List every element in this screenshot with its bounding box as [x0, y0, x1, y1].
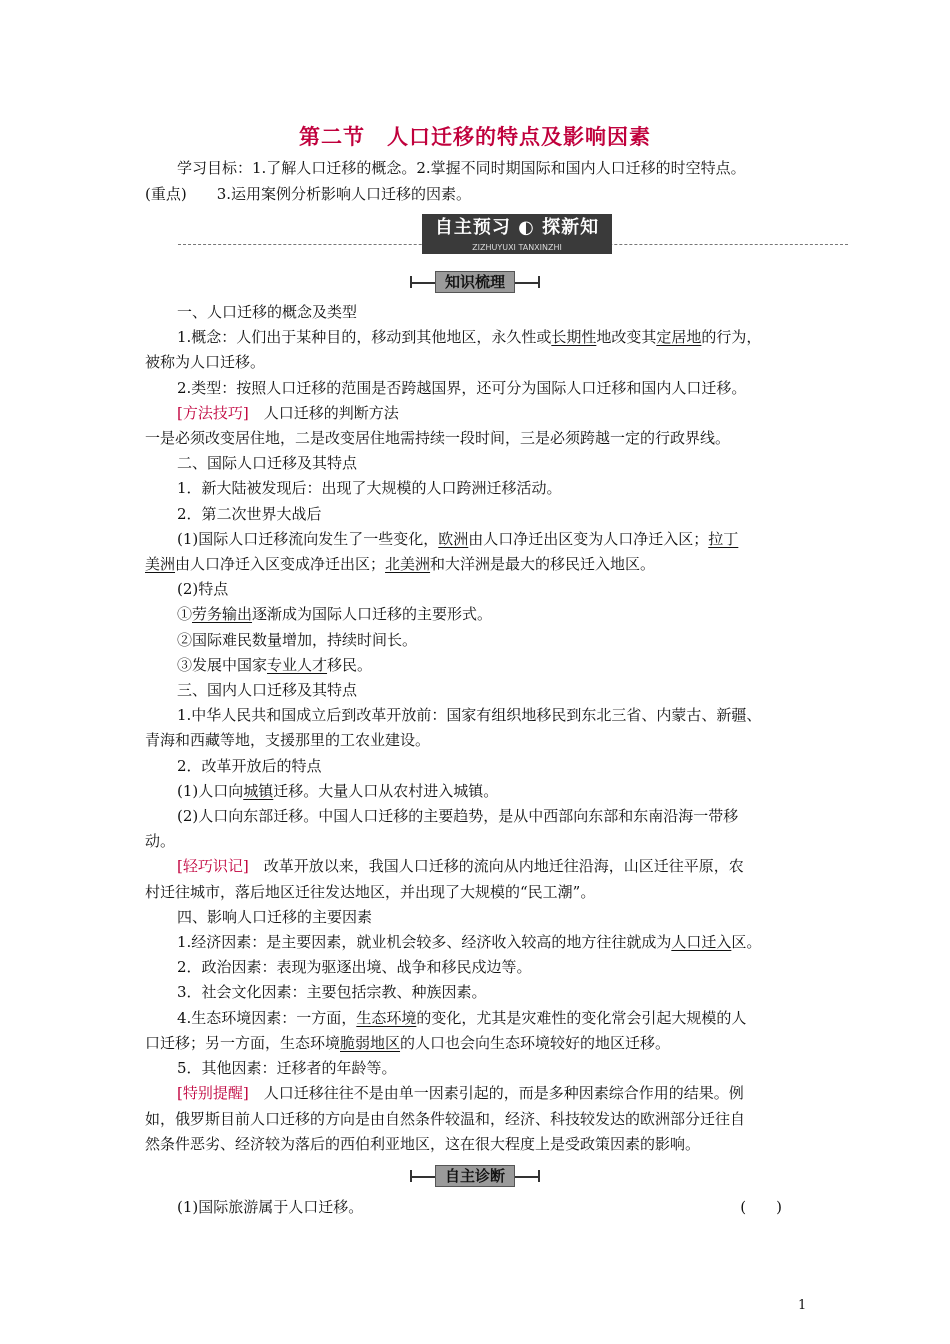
answer-blank[interactable]: ( )	[740, 1198, 782, 1216]
sec1-p1-cont: 被称为人口迁移。	[145, 353, 266, 372]
tip-label: [特别提醒]	[177, 1084, 249, 1103]
sec3-p4: (2)人口向东部迁移。中国人口迁移的主要趋势，是从中西部向东部和东南沿海一带移	[177, 807, 739, 826]
knowledge-tag-label: 知识梳理	[435, 271, 515, 293]
sec2-p1: 1．新大陆被发现后：出现了大规模的人口跨洲迁移活动。	[177, 479, 562, 498]
sec4-tip-cont-1: 如，俄罗斯目前人口迁移的方向是由自然条件较温和，经济、科技较发达的欧洲部分迁往自	[145, 1109, 746, 1128]
objective-line-2: (重点) 3.运用案例分析影响人口迁移的因素。	[145, 185, 472, 203]
sec4-tip-cont-2: 然条件恶劣、经济较为落后的西伯利亚地区，这在很大程度上是受政策因素的影响。	[145, 1134, 701, 1153]
sec3-tip-cont: 村迁往城市，落后地区迁往发达地区，并出现了大规模的“民工潮”。	[145, 882, 596, 901]
diagnosis-tag	[410, 1165, 540, 1187]
question-text: (1)国际旅游属于人口迁移。	[177, 1198, 364, 1216]
sec1-tip-body: 一是必须改变居住地，二是改变居住地需持续一段时间，三是必须跨越一定的行政界线。	[145, 429, 731, 448]
sec2-heading: 二、国际人口迁移及其特点	[177, 454, 358, 473]
banner-title: 自主预习 ◐ 探新知	[422, 214, 612, 242]
objective-line-1: 学习目标：1.了解人口迁移的概念。2.掌握不同时期国际和国内人口迁移的时空特点。	[177, 159, 746, 177]
section-banner	[178, 212, 848, 252]
sec2-p2: 2．第二次世界大战后	[177, 504, 322, 523]
sec4-heading: 四、影响人口迁移的主要因素	[177, 907, 373, 926]
sec2-p6: ②国际难民数量增加，持续时间长。	[177, 630, 418, 649]
sec4-p5: 5．其他因素：迁移者的年龄等。	[177, 1059, 397, 1078]
sec2-p5: ①劳务输出逐渐成为国际人口迁移的主要形式。	[177, 605, 493, 624]
sec2-p7: ③发展中国家专业人才移民。	[177, 655, 373, 674]
sec4-p4-cont: 口迁移；另一方面，生态环境脆弱地区的人口也会向生态环境较好的地区迁移。	[145, 1033, 671, 1052]
learning-objectives	[145, 155, 810, 207]
sec3-p1: 1.中华人民共和国成立后到改革开放前：国家有组织地移民到东北三省、内蒙古、新疆、	[177, 706, 762, 725]
sec3-p4-cont: 动。	[145, 832, 176, 851]
sec4-tip: [特别提醒] 人口迁移往往不是由单一因素引起的，而是多种因素综合作用的结果。例	[177, 1084, 744, 1103]
sec1-heading: 一、人口迁移的概念及类型	[177, 303, 358, 321]
sec1-p1: 1.概念：人们出于某种目的，移动到其他地区，永久性或长期性地改变其定居地的行为，	[177, 328, 762, 347]
sec2-p4: (2)特点	[177, 580, 229, 599]
sec3-p1-cont: 青海和西藏等地，支援那里的工农业建设。	[145, 731, 431, 750]
sec2-p3: (1)国际人口迁移流向发生了一些变化，欧洲由人口净迁出区变为人口净迁入区；拉丁	[177, 529, 739, 548]
banner-subtitle: ZIZHUYUXI TANXINZHI	[422, 242, 612, 254]
knowledge-tag	[410, 271, 540, 293]
tip-label: [轻巧识记]	[177, 857, 249, 876]
sec3-heading: 三、国内人口迁移及其特点	[177, 681, 358, 700]
sec4-p1: 1.经济因素：是主要因素，就业机会较多、经济收入较高的地方往往就成为人口迁入区。	[177, 933, 762, 952]
sec1-p2: 2.类型：按照人口迁移的范围是否跨越国界，还可分为国际人口迁移和国内人口迁移。	[177, 378, 747, 397]
sec3-tip: [轻巧识记] 改革开放以来，我国人口迁移的流向从内地迁往沿海，山区迁往平原，农	[177, 857, 744, 876]
tip-label: [方法技巧]	[177, 403, 249, 422]
sec3-p3: (1)人口向城镇迁移。大量人口从农村进入城镇。	[177, 781, 499, 800]
page-title: 第二节 人口迁移的特点及影响因素	[299, 125, 651, 149]
sec4-p2: 2．政治因素：表现为驱逐出境、战争和移民戍边等。	[177, 958, 532, 977]
question-1	[177, 1196, 812, 1217]
sec4-p3: 3．社会文化因素：主要包括宗教、种族因素。	[177, 983, 487, 1002]
sec2-p3-cont: 美洲由人口净迁入区变成净迁出区；北美洲和大洋洲是最大的移民迁入地区。	[145, 555, 656, 574]
diagnosis-tag-label: 自主诊断	[435, 1165, 515, 1187]
body-content	[145, 300, 810, 1157]
page-number: 1	[798, 1298, 807, 1313]
sec3-p2: 2．改革开放后的特点	[177, 756, 322, 775]
sec4-p4: 4.生态环境因素：一方面，生态环境的变化，尤其是灾难性的变化常会引起大规模的人	[177, 1008, 747, 1027]
sec1-tip: [方法技巧] 人口迁移的判断方法	[177, 403, 399, 422]
